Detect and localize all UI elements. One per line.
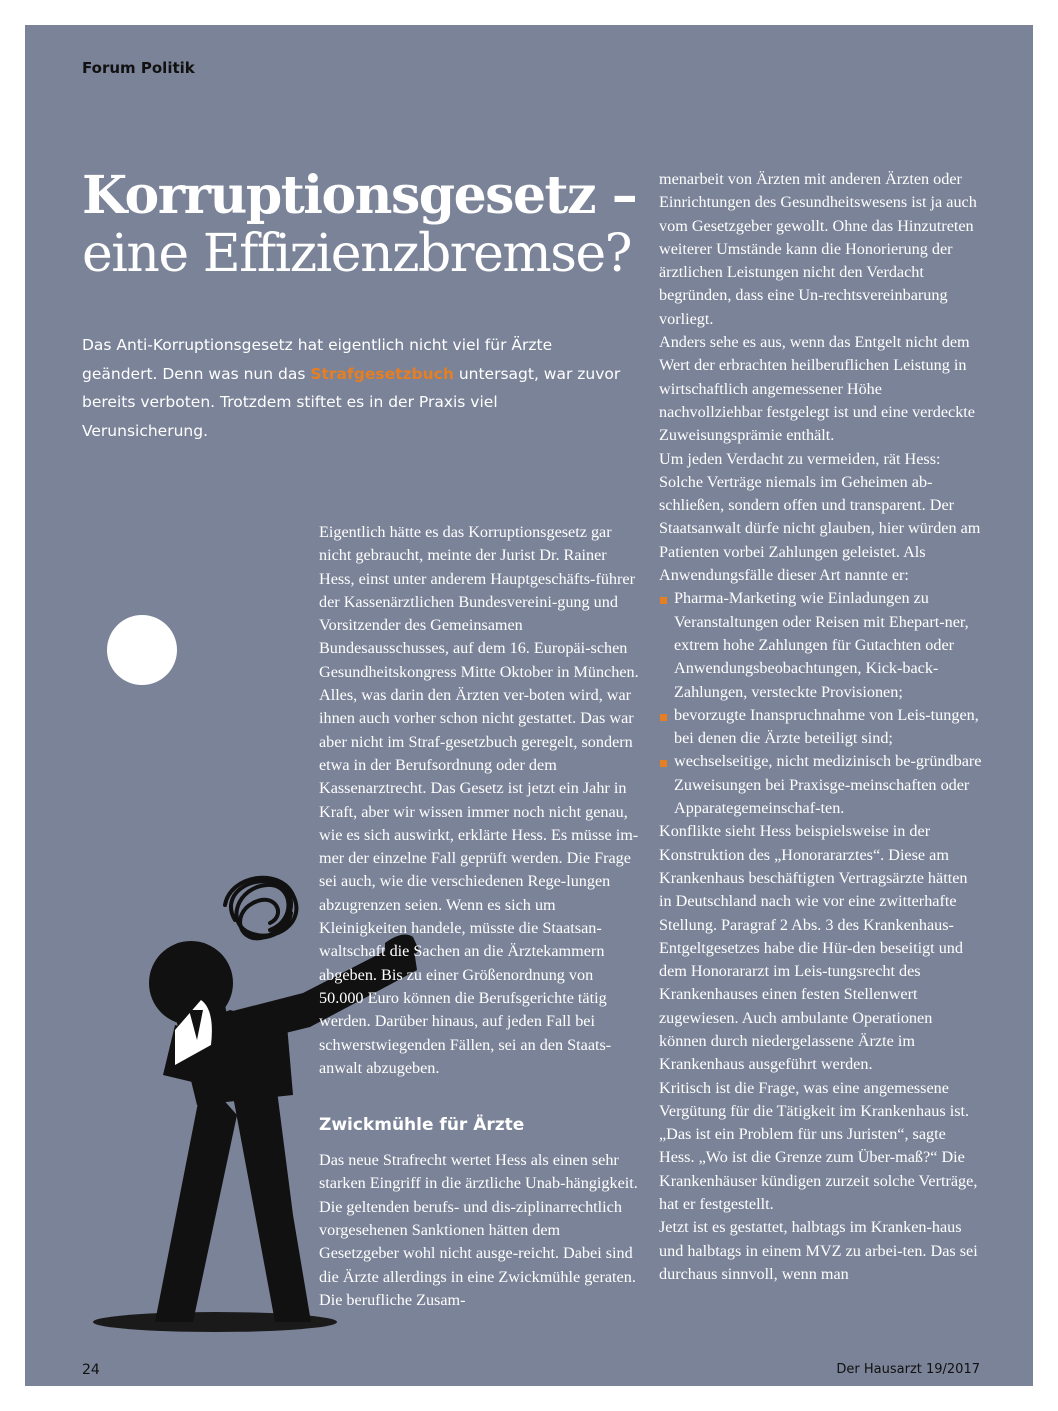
lead-text-after: untersagt, war zuvor bereits verboten. Trotzdem stiftet es in der Praxis viel Verunsicherung. — [82, 364, 621, 440]
page-number: 24 — [82, 1362, 100, 1378]
lead-paragraph — [82, 331, 622, 445]
title-line-1: Korruptionsgesetz – — [82, 165, 637, 226]
body-paragraph: Konflikte sieht Hess beispielsweise in der Konstruktion des „Honorararztes“. Diese am Krankenhaus beschäftigten Vertragsärzte hätten in Deutschland nach wie vor eine zwitterhafte Stellung. Paragraf 2 Abs. 3 des Krankenhaus-Entgeltgesetzes habe die Hür-den beseitigt und dem Honorararzt im Leis-tungsrecht des Krankenhauses einen festen Stellenwert zugewiesen. Auch ambulante Operationen können durch niedergelassene Ärzte im Krankenhaus ausgeführt werden. — [659, 822, 968, 1074]
subheading: Zwickmühle für Ärzte — [319, 1115, 525, 1136]
body-paragraph: Kritisch ist die Frage, was eine angemessene Vergütung für die Tätigkeit im Krankenhaus ist. „Das ist ein Problem für uns Juristen“, sagte Hess. „Wo ist die Grenze zum Über-maß?“ Die Krankenhäuser kündigen zurzeit solche Verträge, hat er festgestellt. — [659, 1078, 978, 1214]
lead-highlight-link[interactable]: Strafgesetzbuch — [310, 364, 454, 383]
article-page — [25, 25, 1033, 1386]
body-paragraph: Um jeden Verdacht zu vermeiden, rät Hess: Solche Verträge niemals im Geheimen ab-schließen, sondern offen und transparent. Der Staatsanwalt dürfe nicht glauben, hier würden am Patienten vorbei Zahlungen geleistet. Als Anwendungsfälle dieser Art nannte er: — [659, 449, 981, 585]
lead-text-before: Das Anti-Korruptionsgesetz hat eigentlich nicht viel für Ärzte geändert. Denn was nun das — [82, 336, 553, 383]
text-column-1 — [319, 521, 639, 1312]
body-paragraph: Das neue Strafrecht wertet Hess als einen sehr starken Eingriff in die ärztliche Unab-hängigkeit. Die geltenden berufs- und dis-ziplinarrechtlich vorgesehenen Sanktionen hätten dem Gesetzgeber wohl nicht ausge-reicht. Dabei sind die Ärzte allerdings in eine Zwickmühle geraten. Die berufliche Zusam- — [319, 1151, 638, 1309]
list-item: wechselseitige, nicht medizinisch be-gründbare Zuweisungen bei Praxisge-meinschaften oder Apparategemeinschaf-ten. — [659, 750, 983, 820]
text-column-2 — [659, 168, 983, 1286]
body-paragraph: Jetzt ist es gestattet, halbtags im Kranken-haus und halbtags in einem MVZ zu arbei-ten. Das sei durchaus sinnvoll, wenn man — [659, 1218, 978, 1283]
magazine-issue: Der Hausarzt 19/2017 — [836, 1362, 980, 1377]
bullet-list — [659, 587, 983, 820]
body-paragraph: Eigentlich hätte es das Korruptionsgesetz gar nicht gebraucht, meinte der Jurist Dr. Rainer Hess, einst unter anderem Hauptgeschäfts-führer der Kassenärztlichen Bundesvereini-gung und Vorsitzender des Gemeinsamen Bundesausschusses, auf dem 16. Europäi-schen Gesundheitskongress Mitte Oktober in München. Alles, was darin den Ärzten ver-boten wird, war ihnen auch vorher schon nicht gestattet. Das war aber nicht im Straf-gesetzbuch geregelt, sondern etwa in der Berufsordnung oder dem Kassenarztrecht. Das Gesetz ist jetzt ein Jahr in Kraft, aber wir wissen immer noch nicht genau, wie es sich auswirkt, erklärte Hess. Es müsse im-mer der einzelne Fall geprüft werden. Die Frage sei auch, wie die verschiedenen Rege-lungen abzugrenzen seien. Wenn es sich um Kleinigkeiten handele, müsste die Staatsan-waltschaft die Sachen an die Ärztekammern abgeben. Bis zu einer Größenordnung von 50.000 Euro können die Berufsgerichte tätig werden. Darüber hinaus, auf jeden Fall bei schwerstwiegenden Fällen, sei an den Staats-anwalt abzugeben. — [319, 523, 639, 1077]
list-item: bevorzugte Inanspruchnahme von Leis-tungen, bei denen die Ärzte beteiligt sind; — [659, 704, 983, 751]
list-item: Pharma-Marketing wie Einladungen zu Veranstaltungen oder Reisen mit Ehepart-ner, extrem hohe Zahlungen für Gutachten oder Anwendungsbeobachtungen, Kick-back-Zahlungen, versteckte Provisionen; — [659, 587, 983, 703]
body-paragraph: Anders sehe es aus, wenn das Entgelt nicht dem Wert der erbrachten heilberuflichen Leistung in wirtschaftlich angemessener Höhe nachvollziehbar festgelegt ist und eine verdeckte Zuweisungsprämie enthält. — [659, 333, 975, 445]
section-label: Forum Politik — [82, 59, 195, 77]
title-line-2: eine Effizienzbremse? — [82, 224, 632, 284]
article-title — [82, 167, 662, 283]
body-paragraph: menarbeit von Ärzten mit anderen Ärzten oder Einrichtungen des Gesundheitswesens ist ja auch vom Gesetzgeber gewollt. Ohne das Hinzutreten weiterer Umstände kann die Honorierung der ärztlichen Leistungen nicht den Verdacht begründen, dass eine Un-rechtsvereinbarung vorliegt. — [659, 170, 977, 328]
